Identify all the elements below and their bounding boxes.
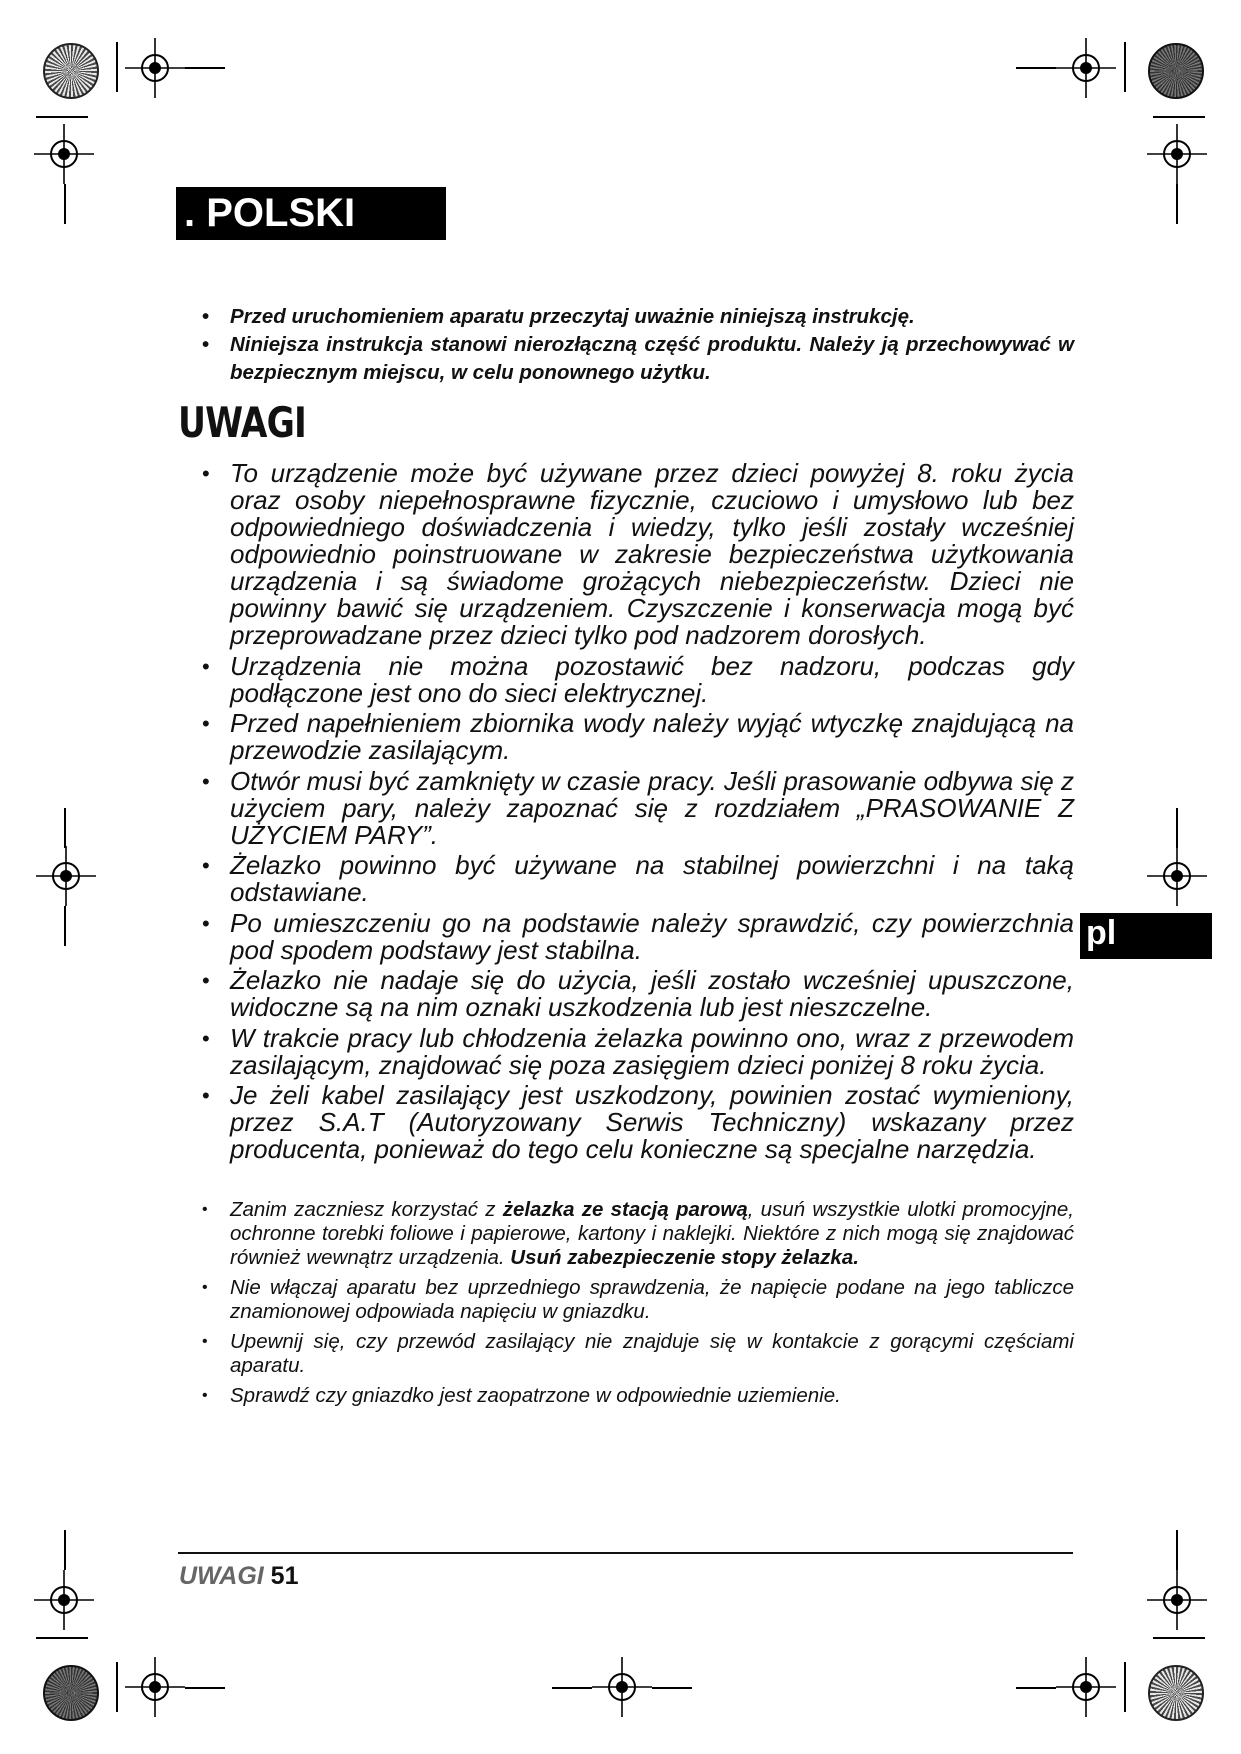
crop-mark [1153,1637,1205,1639]
registration-mark-icon [1056,38,1116,98]
section-title: UWAGI [178,398,307,447]
crop-mark [1176,184,1178,224]
registration-mark-icon [592,1657,652,1717]
unpack-note-text-1: Zanim zaczniesz korzystać z [230,1198,503,1221]
registration-mark-icon [36,846,96,906]
registration-mark-icon [1147,1570,1207,1630]
unpack-note-bold-1: żelazka ze stacją parową [502,1198,748,1221]
crop-mark [64,1530,66,1570]
intro-item: • Przed uruchomieniem aparatu przeczytaj uważnie niniejszą instrukcję. [202,303,1074,331]
language-side-tab: pl [1080,913,1212,959]
footer-page-number: 51 [270,1562,299,1590]
crop-mark [36,116,88,118]
crop-mark [1124,1662,1126,1712]
registration-mark-icon [1147,846,1207,906]
warning-item: • Żelazko powinno być używane na stabilnej powierzchni i na taką odstawiane. [202,852,1074,906]
crop-mark [1124,42,1126,92]
small-warning-item: • Nie włączaj aparatu bez uprzedniego sprawdzenia, że napięcie podane na jego tabliczce znamionowej odpowiada napięciu w gniazdku. [202,1276,1074,1324]
crop-mark [36,1637,88,1639]
warnings-list [202,460,1074,1167]
language-header: . POLSKI [176,187,446,240]
crop-mark [1176,1530,1178,1570]
registration-mark-icon [1056,1657,1116,1717]
unpack-note-bold-2: Usuń zabezpieczenie stopy żelazka. [510,1246,859,1269]
footer-section-name: UWAGI [179,1562,264,1590]
color-bar-disc-icon [1148,1665,1204,1721]
crop-mark [185,1687,225,1689]
crop-mark [64,184,66,224]
warning-item: • Urządzenia nie można pozostawić bez nadzoru, podczas gdy podłączone jest ono do sieci elektrycznej. [202,653,1074,707]
small-warning-item: • Sprawdź czy gniazdko jest zaopatrzone w odpowiednie uziemienie. [202,1384,1074,1408]
crop-mark [1016,67,1056,69]
small-warning-item: • Upewnij się, czy przewód zasilający nie znajduje się w kontakcie z gorącymi częściami aparatu. [202,1330,1074,1378]
crop-mark [552,1687,592,1689]
crop-mark [1016,1687,1056,1689]
crop-mark [1153,116,1205,118]
color-bar-disc-icon [43,43,99,99]
unpack-note-text-2: , usuń wszystkie ulotki promocyjne, ochronne torebki foliowe i papierowe, kartony i naklejki. Niektóre z nich mogą się znajdować również wewnątrz urządzenia. [230,1198,1075,1269]
warning-item: • Po umieszczeniu go na podstawie należy sprawdzić, czy powierzchnia pod spodem podstawy jest stabilna. [202,910,1074,964]
small-warnings-list [202,1198,1074,1414]
warning-item: • Żelazko nie nadaje się do użycia, jeśli zostało wcześniej upuszczone, widoczne są na nim oznaki uszkodzenia lub jest nieszczelne. [202,967,1074,1021]
registration-mark-icon [34,1570,94,1630]
page-footer [179,1562,298,1591]
warning-item: • W trakcie pracy lub chłodzenia żelazka powinno ono, wraz z przewodem zasilającym, znajdować się poza zasięgiem dzieci poniżej 8 roku życia. [202,1025,1074,1079]
warning-item: • To urządzenie może być używane przez dzieci powyżej 8. roku życia oraz osoby niepełnosprawne fizycznie, czuciowo i umysłowo lub bez odpowiedniego doświadczenia i wiedzy, tylko jeśli zostały wcześniej odpowiednio poinstruowane w zakresie bezpieczeństwa użytkowania urządzenia i są świadome grożących niebezpieczeństw. Dzieci nie powinny bawić się urządzeniem. Czyszczenie i konserwacja mogą być przeprowadzane przez dzieci tylko pod nadzorem dorosłych. [202,460,1074,649]
crop-mark [652,1687,692,1689]
warning-item: • Otwór musi być zamknięty w czasie pracy. Jeśli prasowanie odbywa się z użyciem pary, należy zapoznać się z rozdziałem „PRASOWANIE Z UŻYCIEM PARY”. [202,768,1074,849]
registration-mark-icon [34,124,94,184]
registration-mark-icon [125,1657,185,1717]
warning-item: • Przed napełnieniem zbiornika wody należy wyjąć wtyczkę znajdującą na przewodzie zasilającym. [202,710,1074,764]
registration-mark-icon [1147,124,1207,184]
crop-mark [1176,808,1178,848]
color-bar-disc-icon [1148,43,1204,99]
unpack-note-item [202,1198,1074,1270]
crop-mark [64,906,66,946]
crop-mark [64,808,66,848]
warning-item: • Je żeli kabel zasilający jest uszkodzony, powinien zostać wymieniony, przez S.A.T (Autoryzowany Serwis Techniczny) wskazany przez producenta, ponieważ do tego celu konieczne są specjalne narzędzia. [202,1082,1074,1163]
footer-divider [178,1552,1073,1554]
color-bar-disc-icon [43,1665,99,1721]
crop-mark [116,42,118,92]
crop-mark [185,67,225,69]
crop-mark [116,1662,118,1712]
intro-list [202,303,1074,387]
intro-item: • Niniejsza instrukcja stanowi nierozłączną część produktu. Należy ją przechowywać w bezpiecznym miejscu, w celu ponownego użytku. [202,331,1074,387]
registration-mark-icon [125,38,185,98]
